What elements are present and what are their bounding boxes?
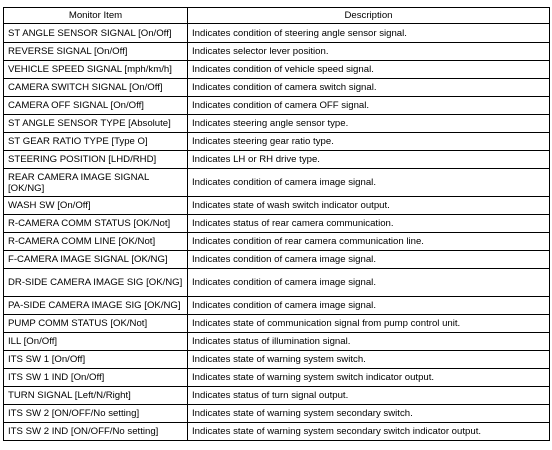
monitor-item-cell: ITS SW 2 IND [ON/OFF/No setting] <box>4 423 188 441</box>
description-cell: Indicates state of warning system secondary switch. <box>188 405 550 423</box>
description-cell: Indicates LH or RH drive type. <box>188 151 550 169</box>
table-row <box>4 97 550 115</box>
monitor-item-cell: ITS SW 1 IND [On/Off] <box>4 369 188 387</box>
monitor-item-cell: CAMERA OFF SIGNAL [On/Off] <box>4 97 188 115</box>
table-row <box>4 297 550 315</box>
column-header-description: Description <box>188 8 550 24</box>
table-row <box>4 423 550 441</box>
table-row <box>4 405 550 423</box>
table-row <box>4 61 550 79</box>
monitor-item-cell: ST ANGLE SENSOR SIGNAL [On/Off] <box>4 24 188 43</box>
description-cell: Indicates condition of camera image signal. <box>188 269 550 297</box>
description-cell: Indicates state of wash switch indicator output. <box>188 197 550 215</box>
table-row <box>4 169 550 197</box>
table-row <box>4 351 550 369</box>
monitor-item-cell: ITS SW 1 [On/Off] <box>4 351 188 369</box>
table-row <box>4 333 550 351</box>
monitor-item-cell: F-CAMERA IMAGE SIGNAL [OK/NG] <box>4 251 188 269</box>
description-cell: Indicates condition of camera image signal. <box>188 251 550 269</box>
description-cell: Indicates state of communication signal from pump control unit. <box>188 315 550 333</box>
description-cell: Indicates condition of camera switch signal. <box>188 79 550 97</box>
monitor-item-cell: PA-SIDE CAMERA IMAGE SIG [OK/NG] <box>4 297 188 315</box>
description-cell: Indicates condition of camera OFF signal. <box>188 97 550 115</box>
table-header-row <box>4 8 550 24</box>
table-row <box>4 315 550 333</box>
table-row <box>4 79 550 97</box>
table-row <box>4 115 550 133</box>
monitor-item-cell: R-CAMERA COMM LINE [OK/Not] <box>4 233 188 251</box>
table-row <box>4 215 550 233</box>
monitor-item-cell: WASH SW [On/Off] <box>4 197 188 215</box>
monitor-item-cell: DR-SIDE CAMERA IMAGE SIG [OK/NG] <box>4 269 188 297</box>
table-row <box>4 251 550 269</box>
monitor-item-cell: ST ANGLE SENSOR TYPE [Absolute] <box>4 115 188 133</box>
description-cell: Indicates status of illumination signal. <box>188 333 550 351</box>
description-cell: Indicates state of warning system switch. <box>188 351 550 369</box>
table-row <box>4 43 550 61</box>
description-cell: Indicates status of turn signal output. <box>188 387 550 405</box>
description-cell: Indicates status of rear camera communication. <box>188 215 550 233</box>
monitor-item-cell: REAR CAMERA IMAGE SIGNAL [OK/NG] <box>4 169 188 197</box>
description-cell: Indicates state of warning system secondary switch indicator output. <box>188 423 550 441</box>
monitor-item-cell: TURN SIGNAL [Left/N/Right] <box>4 387 188 405</box>
description-cell: Indicates selector lever position. <box>188 43 550 61</box>
monitor-item-cell: STEERING POSITION [LHD/RHD] <box>4 151 188 169</box>
monitor-item-cell: ST GEAR RATIO TYPE [Type O] <box>4 133 188 151</box>
description-cell: Indicates steering gear ratio type. <box>188 133 550 151</box>
description-cell: Indicates state of warning system switch indicator output. <box>188 369 550 387</box>
monitor-item-cell: CAMERA SWITCH SIGNAL [On/Off] <box>4 79 188 97</box>
table-row <box>4 133 550 151</box>
description-cell: Indicates condition of camera image signal. <box>188 297 550 315</box>
monitor-item-cell: R-CAMERA COMM STATUS [OK/Not] <box>4 215 188 233</box>
table-row <box>4 369 550 387</box>
monitor-item-cell: REVERSE SIGNAL [On/Off] <box>4 43 188 61</box>
table-row <box>4 24 550 43</box>
description-cell: Indicates condition of vehicle speed signal. <box>188 61 550 79</box>
monitor-item-cell: VEHICLE SPEED SIGNAL [mph/km/h] <box>4 61 188 79</box>
description-cell: Indicates condition of rear camera communication line. <box>188 233 550 251</box>
monitor-item-cell: PUMP COMM STATUS [OK/Not] <box>4 315 188 333</box>
table-row <box>4 387 550 405</box>
table-row <box>4 151 550 169</box>
description-cell: Indicates condition of camera image signal. <box>188 169 550 197</box>
monitor-item-table <box>3 7 550 441</box>
description-cell: Indicates condition of steering angle sensor signal. <box>188 24 550 43</box>
monitor-item-cell: ITS SW 2 [ON/OFF/No setting] <box>4 405 188 423</box>
monitor-item-cell: ILL [On/Off] <box>4 333 188 351</box>
table-row <box>4 197 550 215</box>
column-header-monitor-item: Monitor Item <box>4 8 188 24</box>
table-row <box>4 269 550 297</box>
description-cell: Indicates steering angle sensor type. <box>188 115 550 133</box>
table-row <box>4 233 550 251</box>
